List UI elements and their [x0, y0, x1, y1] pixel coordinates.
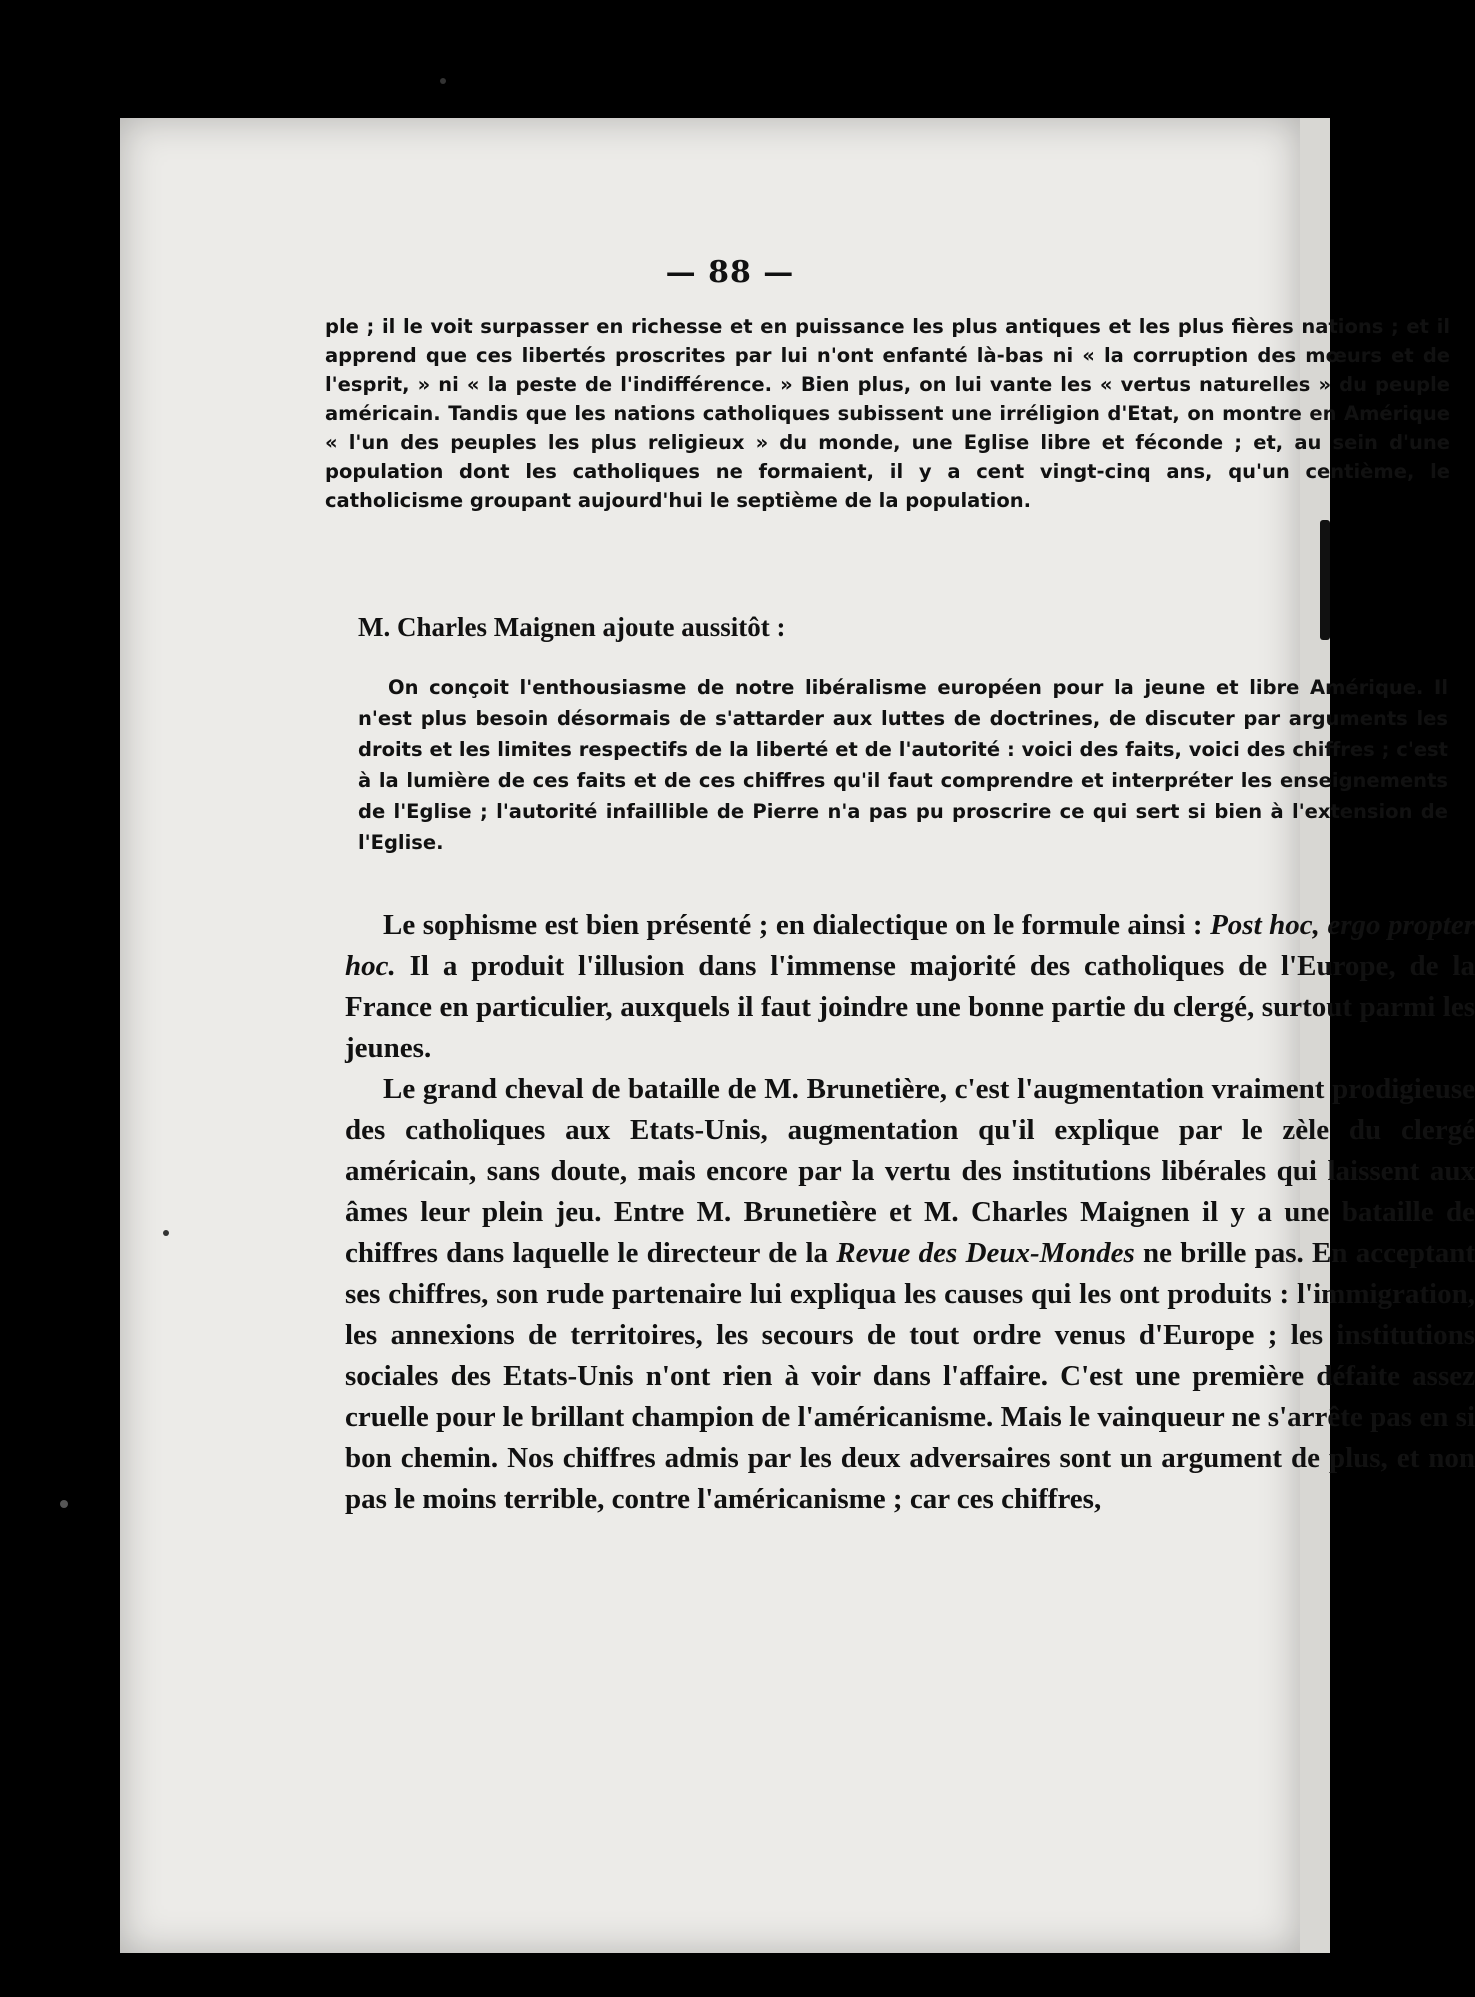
body-p1-end: Il a produit l'illusion dans l'immense majorité des catholiques de l'Europe, de la France en particulier, auxquels il faut joindre une bonne partie du clergé, surtout parmi les jeunes.	[345, 950, 1475, 1064]
speck	[440, 78, 446, 84]
binding-mark	[1320, 520, 1330, 640]
body-text	[345, 905, 1475, 1520]
body-paragraph-2	[345, 1069, 1475, 1520]
body-p1-start: Le sophisme est bien présenté ; en dialectique on le formule ainsi :	[383, 909, 1211, 941]
page-number: — 88 —	[665, 255, 795, 290]
body-paragraph-1	[345, 905, 1475, 1069]
quote-block-2	[358, 672, 1448, 858]
quote-block-1: ple ; il le voit surpasser en richesse et en puissance les plus antiques et les plus fières nations ; et il apprend que ces libertés proscrites par lui n'ont enfanté là-bas ni « la corruption des mœurs et de l'esprit, » ni « la peste de l'indifférence. » Bien plus, on lui vante les « vertus naturelles » du peuple américain. Tandis que les nations catholiques subissent une irréligion d'Etat, on montre en Amérique « l'un des peuples les plus religieux » du monde, une Eglise libre et féconde ; et, au sein d'une population dont les catholiques ne formaient, il y a cent vingt-cinq ans, qu'un centième, le catholicisme groupant aujourd'hui le septième de la population.	[325, 315, 1450, 512]
speck	[60, 1500, 68, 1508]
attribution-line: M. Charles Maignen ajoute aussitôt :	[358, 612, 786, 642]
quote-2-paragraph: On conçoit l'enthousiasme de notre libéralisme européen pour la jeune et libre Amérique. Il n'est plus besoin désormais de s'attarder aux luttes de doctrines, de discuter par arguments les droits et les limites respectifs de la liberté et de l'autorité : voici des faits, voici des chiffres ; c'est à la lumière de ces faits et de ces chiffres qu'il faut comprendre et interpréter les enseignements de l'Eglise ; l'autorité infaillible de Pierre n'a pas pu proscrire ce qui sert si bien à l'extension de l'Eglise.	[358, 676, 1448, 854]
body-p1-latin: Post hoc, ergo propter hoc.	[345, 909, 1475, 982]
body-p2-journal: Revue des Deux-Mondes	[836, 1237, 1135, 1269]
speck	[163, 1230, 169, 1236]
body-p2-end: ne brille pas. En acceptant ses chiffres, son rude partenaire lui expliqua les causes qui les ont produits : l'immigration, les annexions de territoires, les secours de tout ordre venus d'Europe ; les institutions sociales des Etats-Unis n'ont rien à voir dans l'affaire. C'est une première défaite assez cruelle pour le brillant champion de l'américanisme. Mais le vainqueur ne s'arrête pas en si bon chemin. Nos chiffres admis par les deux adversaires sont un argument de plus, et non pas le moins terrible, contre l'américanisme ; car ces chiffres,	[345, 1237, 1475, 1515]
body-p2-start: Le grand cheval de bataille de M. Brunetière, c'est l'augmentation vraiment prodigieuse des catholiques aux Etats-Unis, augmentation qu'il explique par le zèle du clergé américain, sans doute, mais encore par la vertu des institutions libérales qui laissent aux âmes leur plein jeu. Entre M. Brunetière et M. Charles Maignen il y a une bataille de chiffres dans laquelle le directeur de la	[345, 1073, 1475, 1269]
